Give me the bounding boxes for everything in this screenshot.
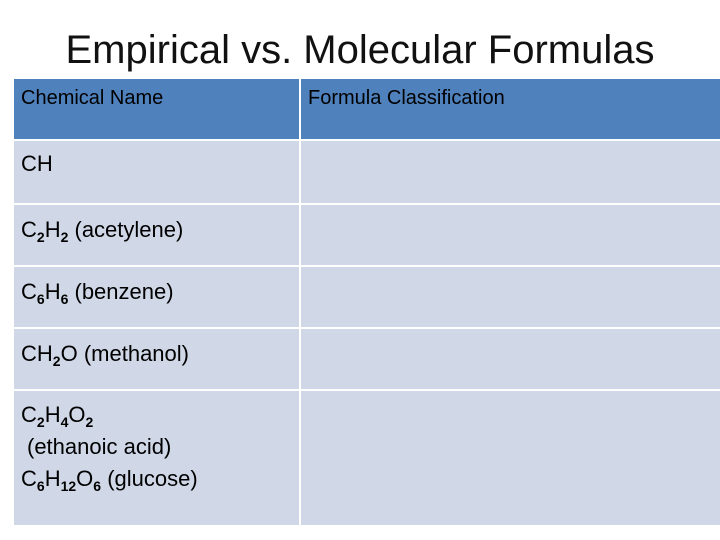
formula-text: O (76, 466, 94, 491)
table-row (13, 328, 720, 390)
subscript: 2 (85, 414, 94, 430)
formula-text: C (21, 466, 37, 491)
formula-text: O (68, 402, 86, 427)
header-formula-classification: Formula Classification (300, 78, 720, 140)
chemical-name-cell (13, 266, 300, 328)
chemical-name-cell (13, 204, 300, 266)
subscript: 2 (36, 229, 45, 245)
classification-cell[interactable] (300, 390, 720, 526)
compound-name: (acetylene) (74, 217, 184, 242)
classification-cell[interactable] (300, 328, 720, 390)
subscript: 6 (93, 478, 102, 494)
table-row (13, 266, 720, 328)
subscript: 6 (36, 478, 45, 494)
table-row (13, 390, 720, 526)
table-header-row (13, 78, 720, 140)
formula-text: CH (21, 151, 53, 176)
formula-text: H (44, 402, 61, 427)
table-row (13, 140, 720, 204)
compound-name: (benzene) (74, 279, 174, 304)
subscript: 2 (52, 353, 61, 369)
formula-text: H (44, 217, 61, 242)
compound-name: (glucose) (107, 466, 198, 491)
chemical-name-cell (13, 140, 300, 204)
formula-text: CH (21, 341, 53, 366)
chemical-name-cell (13, 328, 300, 390)
formula-line (21, 399, 299, 431)
subscript: 2 (36, 414, 45, 430)
formula-table (12, 77, 720, 527)
classification-cell[interactable] (300, 266, 720, 328)
compound-name: (ethanoic acid) (27, 434, 172, 459)
subscript: 4 (60, 414, 69, 430)
formula-line (21, 463, 299, 495)
subscript: 6 (36, 291, 45, 307)
classification-cell[interactable] (300, 204, 720, 266)
slide-title: Empirical vs. Molecular Formulas (65, 28, 655, 72)
classification-cell[interactable] (300, 140, 720, 204)
formula-text: C (21, 279, 37, 304)
subscript: 2 (60, 229, 69, 245)
formula-text: H (44, 466, 61, 491)
formula-text: H (44, 279, 61, 304)
table-row (13, 204, 720, 266)
formula-text: C (21, 217, 37, 242)
formula-text: O (60, 341, 78, 366)
subscript: 6 (60, 291, 69, 307)
header-chemical-name: Chemical Name (13, 78, 300, 140)
subscript: 12 (60, 478, 77, 494)
formula-text: C (21, 402, 37, 427)
chemical-name-cell (13, 390, 300, 526)
compound-name: (methanol) (83, 341, 189, 366)
